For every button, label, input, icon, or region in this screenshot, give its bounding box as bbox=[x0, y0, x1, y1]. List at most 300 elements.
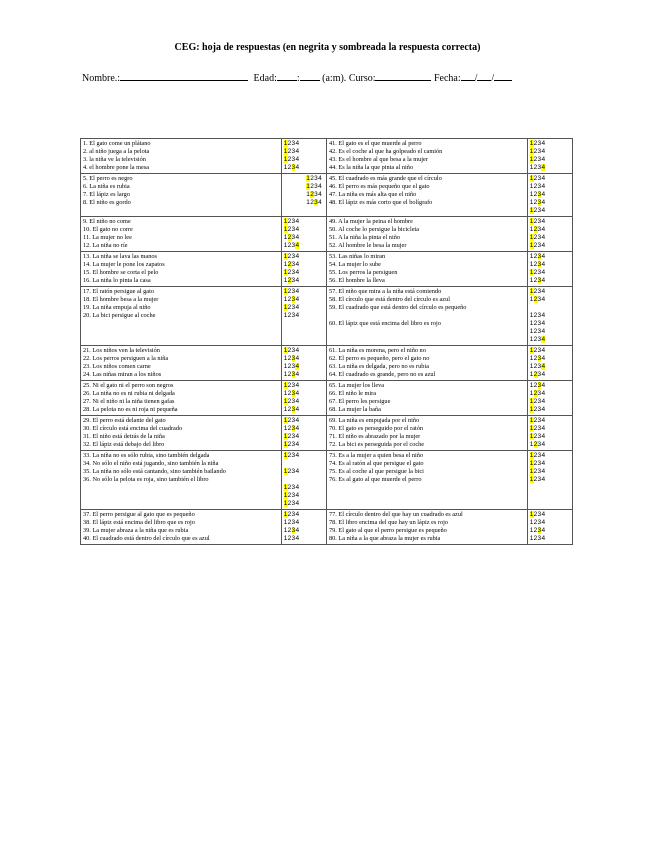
option[interactable]: 4 bbox=[541, 242, 546, 249]
correct-option[interactable]: 1 bbox=[283, 347, 288, 354]
correct-option[interactable]: 1 bbox=[306, 183, 311, 190]
option[interactable]: 3 bbox=[537, 476, 542, 483]
option[interactable]: 2 bbox=[287, 390, 292, 397]
correct-option[interactable]: 3 bbox=[291, 527, 296, 534]
correct-option[interactable]: 1 bbox=[529, 460, 534, 467]
correct-option[interactable]: 1 bbox=[283, 304, 288, 311]
option[interactable]: 3 bbox=[537, 371, 542, 378]
option[interactable]: 3 bbox=[314, 175, 319, 182]
correct-option[interactable]: 1 bbox=[283, 156, 288, 163]
correct-option[interactable]: 1 bbox=[283, 269, 288, 276]
option[interactable]: 4 bbox=[295, 425, 300, 432]
option[interactable]: 1 bbox=[283, 234, 288, 241]
option[interactable]: 3 bbox=[537, 406, 542, 413]
option[interactable]: 2 bbox=[533, 460, 538, 467]
option[interactable]: 4 bbox=[541, 191, 546, 198]
option[interactable]: 3 bbox=[537, 425, 542, 432]
option[interactable]: 2 bbox=[287, 371, 292, 378]
option[interactable]: 2 bbox=[533, 199, 538, 206]
option[interactable]: 2 bbox=[533, 382, 538, 389]
option[interactable]: 1 bbox=[283, 390, 288, 397]
option[interactable]: 3 bbox=[537, 140, 542, 147]
correct-option[interactable]: 1 bbox=[283, 288, 288, 295]
option[interactable]: 2 bbox=[533, 207, 538, 214]
correct-option[interactable]: 4 bbox=[541, 164, 546, 171]
option[interactable]: 4 bbox=[295, 441, 300, 448]
option[interactable]: 4 bbox=[295, 398, 300, 405]
option[interactable]: 4 bbox=[541, 148, 546, 155]
option[interactable]: 2 bbox=[287, 468, 292, 475]
edad-months-field[interactable] bbox=[300, 70, 320, 81]
option[interactable]: 4 bbox=[541, 417, 546, 424]
correct-option[interactable]: 1 bbox=[529, 417, 534, 424]
option[interactable]: 1 bbox=[283, 535, 288, 542]
option[interactable]: 3 bbox=[537, 207, 542, 214]
option[interactable]: 1 bbox=[529, 390, 534, 397]
option[interactable]: 4 bbox=[295, 535, 300, 542]
option[interactable]: 2 bbox=[287, 347, 292, 354]
option[interactable]: 2 bbox=[287, 218, 292, 225]
option[interactable]: 3 bbox=[537, 312, 542, 319]
option[interactable]: 4 bbox=[541, 441, 546, 448]
option[interactable]: 2 bbox=[533, 417, 538, 424]
option[interactable]: 2 bbox=[287, 363, 292, 370]
option[interactable]: 3 bbox=[291, 226, 296, 233]
option[interactable]: 2 bbox=[287, 425, 292, 432]
nombre-field[interactable] bbox=[120, 70, 248, 81]
option[interactable]: 3 bbox=[537, 336, 542, 343]
option[interactable]: 1 bbox=[529, 355, 534, 362]
fecha-day-field[interactable] bbox=[461, 70, 475, 81]
option[interactable]: 2 bbox=[533, 511, 538, 518]
option[interactable]: 4 bbox=[295, 164, 300, 171]
option[interactable]: 2 bbox=[533, 328, 538, 335]
option[interactable]: 1 bbox=[529, 382, 534, 389]
option[interactable]: 1 bbox=[529, 527, 534, 534]
correct-option[interactable]: 1 bbox=[283, 140, 288, 147]
option[interactable]: 2 bbox=[533, 148, 538, 155]
option[interactable]: 3 bbox=[291, 304, 296, 311]
correct-option[interactable]: 1 bbox=[283, 492, 288, 499]
option[interactable]: 1 bbox=[529, 191, 534, 198]
option[interactable]: 4 bbox=[541, 253, 546, 260]
option[interactable]: 2 bbox=[533, 320, 538, 327]
option[interactable]: 4 bbox=[295, 261, 300, 268]
option[interactable]: 4 bbox=[541, 452, 546, 459]
option[interactable]: 3 bbox=[537, 347, 542, 354]
option[interactable]: 4 bbox=[295, 390, 300, 397]
option[interactable]: 4 bbox=[541, 296, 546, 303]
option[interactable]: 3 bbox=[291, 452, 296, 459]
option[interactable]: 2 bbox=[310, 199, 315, 206]
option[interactable]: 2 bbox=[287, 417, 292, 424]
correct-option[interactable]: 4 bbox=[541, 336, 546, 343]
correct-option[interactable]: 3 bbox=[537, 191, 542, 198]
correct-option[interactable]: 1 bbox=[529, 398, 534, 405]
option[interactable]: 2 bbox=[533, 519, 538, 526]
option[interactable]: 2 bbox=[533, 288, 538, 295]
correct-option[interactable]: 2 bbox=[533, 390, 538, 397]
correct-option[interactable]: 2 bbox=[310, 191, 315, 198]
option[interactable]: 4 bbox=[318, 191, 322, 198]
correct-option[interactable]: 3 bbox=[291, 425, 296, 432]
option[interactable]: 4 bbox=[318, 183, 322, 190]
correct-option[interactable]: 3 bbox=[537, 253, 542, 260]
correct-option[interactable]: 1 bbox=[283, 382, 288, 389]
option[interactable]: 4 bbox=[541, 277, 546, 284]
correct-option[interactable]: 1 bbox=[529, 468, 534, 475]
correct-option[interactable]: 3 bbox=[537, 527, 542, 534]
option[interactable]: 4 bbox=[295, 156, 300, 163]
correct-option[interactable]: 3 bbox=[314, 199, 319, 206]
correct-option[interactable]: 1 bbox=[283, 452, 288, 459]
option[interactable]: 2 bbox=[287, 492, 292, 499]
option[interactable]: 3 bbox=[537, 535, 542, 542]
option[interactable]: 1 bbox=[283, 363, 288, 370]
option[interactable]: 4 bbox=[541, 207, 546, 214]
option[interactable]: 3 bbox=[291, 519, 296, 526]
correct-option[interactable]: 1 bbox=[529, 156, 534, 163]
option[interactable]: 3 bbox=[537, 269, 542, 276]
option[interactable]: 4 bbox=[541, 234, 546, 241]
option[interactable]: 3 bbox=[291, 417, 296, 424]
option[interactable]: 2 bbox=[287, 269, 292, 276]
option[interactable]: 2 bbox=[287, 148, 292, 155]
option[interactable]: 4 bbox=[541, 183, 546, 190]
correct-option[interactable]: 2 bbox=[533, 371, 538, 378]
correct-option[interactable]: 3 bbox=[291, 164, 296, 171]
option[interactable]: 1 bbox=[283, 277, 288, 284]
option[interactable]: 2 bbox=[533, 234, 538, 241]
correct-option[interactable]: 2 bbox=[287, 261, 292, 268]
option[interactable]: 2 bbox=[533, 277, 538, 284]
option[interactable]: 4 bbox=[541, 156, 546, 163]
correct-option[interactable]: 1 bbox=[283, 417, 288, 424]
option[interactable]: 4 bbox=[541, 269, 546, 276]
option[interactable]: 2 bbox=[287, 441, 292, 448]
option[interactable]: 4 bbox=[295, 527, 300, 534]
option[interactable]: 3 bbox=[291, 382, 296, 389]
option[interactable]: 2 bbox=[287, 519, 292, 526]
option[interactable]: 3 bbox=[537, 164, 542, 171]
correct-option[interactable]: 1 bbox=[283, 500, 288, 507]
option[interactable]: 2 bbox=[533, 468, 538, 475]
option[interactable]: 3 bbox=[291, 535, 296, 542]
option[interactable]: 1 bbox=[283, 242, 288, 249]
option[interactable]: 2 bbox=[533, 261, 538, 268]
option[interactable]: 4 bbox=[295, 484, 300, 491]
option[interactable]: 1 bbox=[529, 519, 534, 526]
option[interactable]: 3 bbox=[291, 218, 296, 225]
option[interactable]: 2 bbox=[287, 406, 292, 413]
option[interactable]: 3 bbox=[537, 452, 542, 459]
correct-option[interactable]: 3 bbox=[291, 406, 296, 413]
option[interactable]: 4 bbox=[295, 406, 300, 413]
option[interactable]: 4 bbox=[295, 417, 300, 424]
option[interactable]: 3 bbox=[291, 468, 296, 475]
option[interactable]: 2 bbox=[533, 253, 538, 260]
option[interactable]: 3 bbox=[537, 441, 542, 448]
option[interactable]: 3 bbox=[291, 234, 296, 241]
option[interactable]: 2 bbox=[287, 253, 292, 260]
option[interactable]: 4 bbox=[541, 433, 546, 440]
option[interactable]: 2 bbox=[287, 140, 292, 147]
option[interactable]: 3 bbox=[537, 328, 542, 335]
option[interactable]: 4 bbox=[541, 218, 546, 225]
option[interactable]: 1 bbox=[529, 320, 534, 327]
option[interactable]: 4 bbox=[318, 175, 322, 182]
correct-option[interactable]: 4 bbox=[295, 363, 300, 370]
option[interactable]: 4 bbox=[295, 304, 300, 311]
option[interactable]: 3 bbox=[291, 398, 296, 405]
option[interactable]: 4 bbox=[295, 296, 300, 303]
correct-option[interactable]: 3 bbox=[537, 261, 542, 268]
option[interactable]: 4 bbox=[295, 234, 300, 241]
option[interactable]: 2 bbox=[533, 347, 538, 354]
correct-option[interactable]: 1 bbox=[529, 433, 534, 440]
option[interactable]: 2 bbox=[287, 242, 292, 249]
correct-option[interactable]: 1 bbox=[529, 288, 534, 295]
option[interactable]: 3 bbox=[537, 183, 542, 190]
option[interactable]: 1 bbox=[529, 336, 534, 343]
option[interactable]: 2 bbox=[533, 140, 538, 147]
option[interactable]: 2 bbox=[287, 312, 292, 319]
option[interactable]: 4 bbox=[295, 519, 300, 526]
option[interactable]: 4 bbox=[318, 199, 322, 206]
option[interactable]: 2 bbox=[533, 355, 538, 362]
option[interactable]: 3 bbox=[291, 242, 296, 249]
option[interactable]: 3 bbox=[537, 218, 542, 225]
correct-option[interactable]: 3 bbox=[291, 390, 296, 397]
option[interactable]: 3 bbox=[291, 288, 296, 295]
option[interactable]: 3 bbox=[291, 253, 296, 260]
option[interactable]: 4 bbox=[541, 406, 546, 413]
option[interactable]: 4 bbox=[295, 468, 300, 475]
option[interactable]: 3 bbox=[291, 261, 296, 268]
option[interactable]: 4 bbox=[541, 328, 546, 335]
option[interactable]: 2 bbox=[533, 191, 538, 198]
option[interactable]: 4 bbox=[295, 347, 300, 354]
option[interactable]: 2 bbox=[287, 355, 292, 362]
option[interactable]: 3 bbox=[291, 433, 296, 440]
correct-option[interactable]: 1 bbox=[529, 140, 534, 147]
correct-option[interactable]: 1 bbox=[283, 468, 288, 475]
correct-option[interactable]: 1 bbox=[529, 269, 534, 276]
option[interactable]: 4 bbox=[541, 355, 546, 362]
correct-option[interactable]: 1 bbox=[529, 347, 534, 354]
correct-option[interactable]: 3 bbox=[537, 199, 542, 206]
option[interactable]: 3 bbox=[291, 347, 296, 354]
option[interactable]: 3 bbox=[537, 519, 542, 526]
option[interactable]: 3 bbox=[291, 140, 296, 147]
option[interactable]: 2 bbox=[287, 304, 292, 311]
option[interactable]: 2 bbox=[533, 269, 538, 276]
correct-option[interactable]: 3 bbox=[291, 355, 296, 362]
option[interactable]: 2 bbox=[533, 535, 538, 542]
correct-option[interactable]: 2 bbox=[287, 234, 292, 241]
option[interactable]: 4 bbox=[541, 347, 546, 354]
option[interactable]: 4 bbox=[541, 226, 546, 233]
correct-option[interactable]: 1 bbox=[529, 406, 534, 413]
correct-option[interactable]: 1 bbox=[529, 218, 534, 225]
correct-option[interactable]: 3 bbox=[537, 277, 542, 284]
option[interactable]: 2 bbox=[287, 527, 292, 534]
option[interactable]: 3 bbox=[291, 148, 296, 155]
option[interactable]: 1 bbox=[529, 253, 534, 260]
fecha-month-field[interactable] bbox=[477, 70, 491, 81]
option[interactable]: 4 bbox=[541, 511, 546, 518]
option[interactable]: 2 bbox=[533, 218, 538, 225]
option[interactable]: 2 bbox=[287, 156, 292, 163]
correct-option[interactable]: 2 bbox=[533, 296, 538, 303]
correct-option[interactable]: 4 bbox=[295, 242, 300, 249]
correct-option[interactable]: 1 bbox=[529, 242, 534, 249]
option[interactable]: 3 bbox=[291, 484, 296, 491]
option[interactable]: 2 bbox=[287, 382, 292, 389]
option[interactable]: 3 bbox=[537, 433, 542, 440]
option[interactable]: 2 bbox=[287, 484, 292, 491]
option[interactable]: 2 bbox=[533, 183, 538, 190]
option[interactable]: 4 bbox=[295, 355, 300, 362]
option[interactable]: 3 bbox=[537, 363, 542, 370]
option[interactable]: 3 bbox=[537, 468, 542, 475]
correct-option[interactable]: 1 bbox=[283, 253, 288, 260]
option[interactable]: 1 bbox=[306, 199, 311, 206]
option[interactable]: 3 bbox=[537, 148, 542, 155]
correct-option[interactable]: 3 bbox=[537, 355, 542, 362]
option[interactable]: 2 bbox=[287, 226, 292, 233]
option[interactable]: 2 bbox=[533, 336, 538, 343]
option[interactable]: 4 bbox=[295, 218, 300, 225]
correct-option[interactable]: 1 bbox=[283, 148, 288, 155]
correct-option[interactable]: 2 bbox=[533, 226, 538, 233]
option[interactable]: 1 bbox=[283, 355, 288, 362]
option[interactable]: 3 bbox=[537, 175, 542, 182]
option[interactable]: 4 bbox=[541, 460, 546, 467]
option[interactable]: 3 bbox=[291, 511, 296, 518]
option[interactable]: 1 bbox=[283, 406, 288, 413]
option[interactable]: 3 bbox=[314, 183, 319, 190]
correct-option[interactable]: 2 bbox=[287, 277, 292, 284]
option[interactable]: 4 bbox=[295, 433, 300, 440]
option[interactable]: 2 bbox=[533, 242, 538, 249]
option[interactable]: 4 bbox=[541, 425, 546, 432]
option[interactable]: 2 bbox=[533, 433, 538, 440]
option[interactable]: 2 bbox=[287, 511, 292, 518]
option[interactable]: 2 bbox=[533, 406, 538, 413]
option[interactable]: 4 bbox=[295, 269, 300, 276]
option[interactable]: 1 bbox=[283, 527, 288, 534]
option[interactable]: 4 bbox=[295, 148, 300, 155]
option[interactable]: 2 bbox=[287, 433, 292, 440]
option[interactable]: 4 bbox=[295, 382, 300, 389]
correct-option[interactable]: 1 bbox=[283, 511, 288, 518]
option[interactable]: 1 bbox=[529, 328, 534, 335]
correct-option[interactable]: 1 bbox=[529, 175, 534, 182]
option[interactable]: 3 bbox=[291, 312, 296, 319]
correct-option[interactable]: 4 bbox=[541, 363, 546, 370]
option[interactable]: 3 bbox=[537, 398, 542, 405]
option[interactable]: 2 bbox=[287, 296, 292, 303]
option[interactable]: 4 bbox=[295, 140, 300, 147]
correct-option[interactable]: 1 bbox=[529, 452, 534, 459]
option[interactable]: 3 bbox=[291, 156, 296, 163]
option[interactable]: 4 bbox=[541, 371, 546, 378]
option[interactable]: 2 bbox=[533, 425, 538, 432]
option[interactable]: 2 bbox=[533, 452, 538, 459]
correct-option[interactable]: 1 bbox=[283, 441, 288, 448]
option[interactable]: 1 bbox=[529, 183, 534, 190]
correct-option[interactable]: 2 bbox=[533, 441, 538, 448]
option[interactable]: 4 bbox=[541, 199, 546, 206]
option[interactable]: 2 bbox=[533, 175, 538, 182]
correct-option[interactable]: 1 bbox=[283, 433, 288, 440]
option[interactable]: 1 bbox=[283, 261, 288, 268]
option[interactable]: 1 bbox=[529, 164, 534, 171]
option[interactable]: 2 bbox=[287, 452, 292, 459]
option[interactable]: 3 bbox=[537, 296, 542, 303]
option[interactable]: 3 bbox=[537, 417, 542, 424]
option[interactable]: 2 bbox=[533, 398, 538, 405]
correct-option[interactable]: 1 bbox=[283, 398, 288, 405]
option[interactable]: 1 bbox=[529, 277, 534, 284]
option[interactable]: 3 bbox=[537, 226, 542, 233]
option[interactable]: 2 bbox=[287, 288, 292, 295]
correct-option[interactable]: 3 bbox=[537, 382, 542, 389]
option[interactable]: 1 bbox=[529, 261, 534, 268]
correct-option[interactable]: 1 bbox=[529, 425, 534, 432]
correct-option[interactable]: 3 bbox=[291, 296, 296, 303]
option[interactable]: 2 bbox=[287, 500, 292, 507]
option[interactable]: 1 bbox=[283, 371, 288, 378]
option[interactable]: 3 bbox=[314, 191, 319, 198]
option[interactable]: 3 bbox=[537, 390, 542, 397]
option[interactable]: 1 bbox=[529, 535, 534, 542]
correct-option[interactable]: 1 bbox=[529, 148, 534, 155]
correct-option[interactable]: 1 bbox=[283, 226, 288, 233]
option[interactable]: 3 bbox=[537, 242, 542, 249]
option[interactable]: 3 bbox=[537, 156, 542, 163]
option[interactable]: 4 bbox=[295, 253, 300, 260]
option[interactable]: 1 bbox=[529, 363, 534, 370]
option[interactable]: 1 bbox=[529, 296, 534, 303]
option[interactable]: 4 bbox=[295, 277, 300, 284]
option[interactable]: 4 bbox=[295, 500, 300, 507]
option[interactable]: 1 bbox=[529, 371, 534, 378]
option[interactable]: 1 bbox=[306, 191, 311, 198]
correct-option[interactable]: 1 bbox=[529, 476, 534, 483]
option[interactable]: 2 bbox=[310, 175, 315, 182]
option[interactable]: 1 bbox=[529, 312, 534, 319]
option[interactable]: 2 bbox=[310, 183, 315, 190]
option[interactable]: 3 bbox=[537, 320, 542, 327]
option[interactable]: 4 bbox=[541, 468, 546, 475]
option[interactable]: 4 bbox=[541, 390, 546, 397]
option[interactable]: 3 bbox=[537, 288, 542, 295]
option[interactable]: 4 bbox=[541, 261, 546, 268]
option[interactable]: 1 bbox=[283, 519, 288, 526]
option[interactable]: 4 bbox=[541, 175, 546, 182]
option[interactable]: 2 bbox=[287, 535, 292, 542]
option[interactable]: 2 bbox=[287, 398, 292, 405]
option[interactable]: 3 bbox=[291, 277, 296, 284]
option[interactable]: 1 bbox=[283, 312, 288, 319]
correct-option[interactable]: 1 bbox=[283, 484, 288, 491]
option[interactable]: 4 bbox=[295, 452, 300, 459]
option[interactable]: 3 bbox=[291, 492, 296, 499]
option[interactable]: 2 bbox=[533, 156, 538, 163]
curso-field[interactable] bbox=[375, 70, 431, 81]
